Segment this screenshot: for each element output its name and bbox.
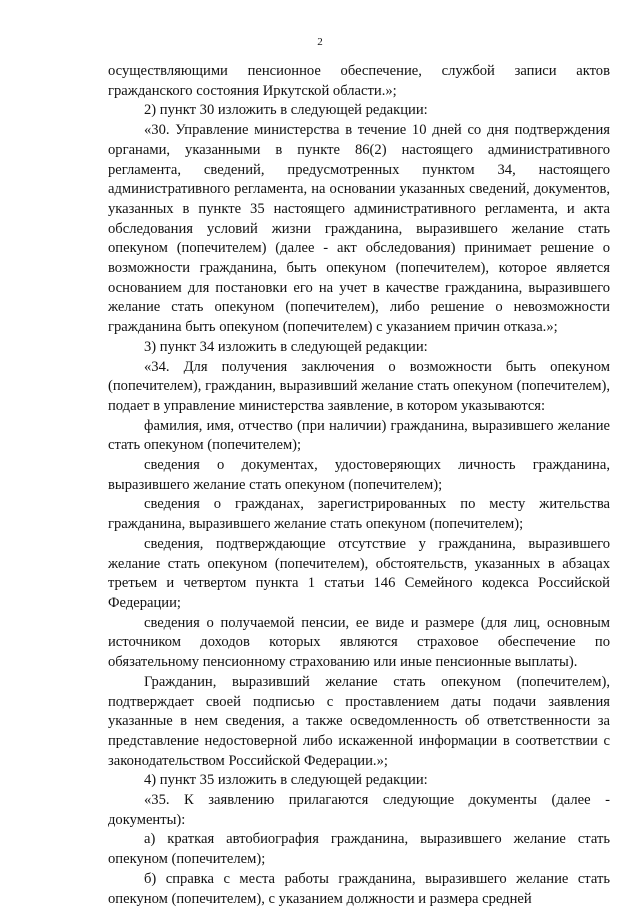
list-item-full-name: фамилия, имя, отчество (при наличии) гражданина, выразившего желание стать опекуном (попечителем); [108,417,610,454]
list-item-identity-documents: сведения о документах, удостоверяющих личность гражданина, выразившего желание стать опекуном (попечителем); [108,457,610,493]
amendment-item-3: 3) пункт 34 изложить в следующей редакции: [144,338,428,355]
page-number: 2 [317,36,323,48]
document-body [108,62,610,909]
clause-34-text: «34. Для получения заключения о возможности быть опекуном (попечителем), гражданин, выразивший желание стать опекуном (попечителем), подает в управление министерства заявление, в котором указываются: [108,358,610,414]
amendment-item-2: 2) пункт 30 изложить в следующей редакции: [144,102,428,119]
list-item-a-autobiography: а) краткая автобиография гражданина, выразившего желание стать опекуном (попечителем); [108,831,610,868]
list-item-registered-residents: сведения о гражданах, зарегистрированных по месту жительства гражданина, выразившего желание стать опекуном (попечителем); [108,496,610,533]
clause-35-text: «35. К заявлению прилагаются следующие документы (далее - документы): [108,792,610,828]
clause-30-text: «30. Управление министерства в течение 10 дней со дня подтверждения органами, указанными в пункте 86(2) настоящего административного регламента, сведений, предусмотренных пунктом 34, настоящего административного регламента, на основании указанных сведений, документов, указанных в пункте 35 настоящего административного регламента, и акта обследования условий жизни гражданина, выразившего желание стать опекуном (попечителем) (далее - акт обследования) принимает решение о возможности гражданина, быть опекуном (попечителем), которое является основанием для постановки его на учет в качестве гражданина, выразившего желание стать опекуном (попечителем), либо решение о невозможности гражданина быть опекуном (попечителем) с указанием причин отказа.»; [108,122,610,336]
amendment-item-4: 4) пункт 35 изложить в следующей редакции: [144,772,428,789]
applicant-confirmation-paragraph: Гражданин, выразивший желание стать опекуном (попечителем), подтверждает своей подписью с проставлением даты подачи заявления указанные в нем сведения, а также осведомленность об ответственности за представление недостоверной либо искаженной информации в соответствии с законодательством Российской Федерации.»; [108,673,610,769]
paragraph-continuation: осуществляющими пенсионное обеспечение, службой записи актов гражданского состояния Иркутской области.»; [108,63,610,99]
list-item-b-work-certificate: б) справка с места работы гражданина, выразившего желание стать опекуном (попечителем), с указанием должности и размера средней [108,870,610,907]
list-item-absence-circumstances: сведения, подтверждающие отсутствие у гражданина, выразившего желание стать опекуном (попечителем), обстоятельств, указанных в абзацах третьем и четвертом пункта 1 статьи 146 Семейного кодекса Российской Федерации; [108,535,610,611]
list-item-pension-info: сведения о получаемой пенсии, ее виде и размере (для лиц, основным источником доходов которых являются страховое обеспечение по обязательному пенсионному страхованию или иные пенсионные выплаты). [108,614,610,671]
